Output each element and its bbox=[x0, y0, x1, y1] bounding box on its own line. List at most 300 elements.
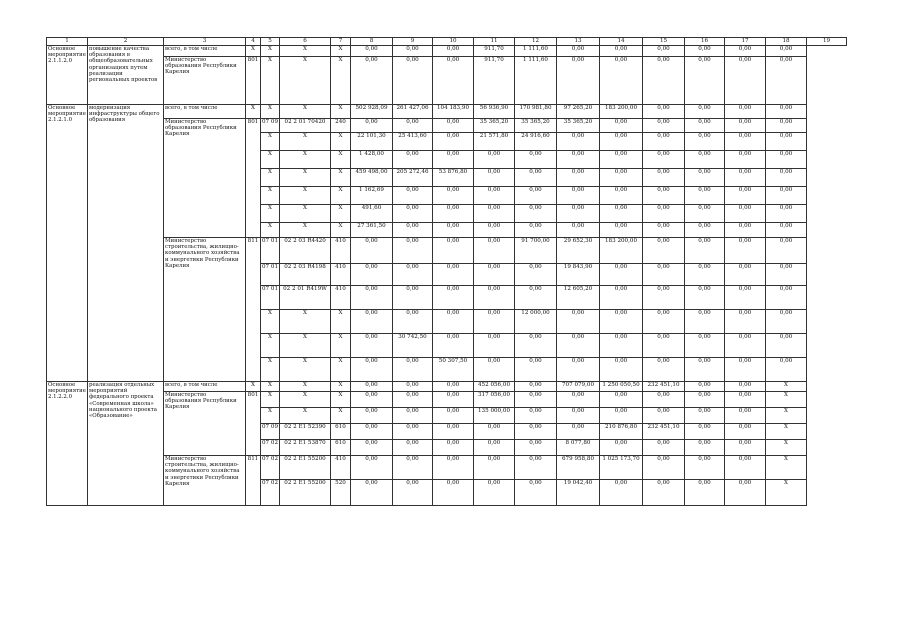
table-cell: 232 451,10 bbox=[643, 424, 685, 440]
table-cell: X bbox=[766, 408, 807, 424]
table-cell: X bbox=[331, 46, 351, 57]
table-cell: X bbox=[766, 392, 807, 408]
table-cell: X bbox=[331, 392, 351, 408]
table-cell: 0,00 bbox=[433, 440, 474, 456]
table-cell: 0,00 bbox=[393, 264, 433, 286]
table-cell: 0,00 bbox=[474, 223, 515, 238]
table-cell: 0,00 bbox=[685, 187, 725, 205]
table-cell: 0,00 bbox=[393, 310, 433, 334]
column-number: 10 bbox=[433, 38, 474, 46]
table-cell: X bbox=[261, 392, 280, 408]
table-cell: 0,00 bbox=[515, 187, 557, 205]
table-cell: 0,00 bbox=[725, 310, 766, 334]
table-cell: 0,00 bbox=[433, 57, 474, 105]
table-cell: 0,00 bbox=[351, 57, 393, 105]
table-cell: 0,00 bbox=[474, 264, 515, 286]
table-cell: 35 365,20 bbox=[474, 119, 515, 133]
table-cell: 0,00 bbox=[643, 334, 685, 358]
table-cell: 0,00 bbox=[725, 187, 766, 205]
table-row bbox=[47, 46, 847, 57]
table-cell: 0,00 bbox=[685, 408, 725, 424]
table-cell: 0,00 bbox=[643, 151, 685, 169]
table-cell: X bbox=[280, 358, 331, 382]
table-cell: 1 162,69 bbox=[351, 187, 393, 205]
table-cell: 0,00 bbox=[643, 480, 685, 506]
table-cell: 170 981,80 bbox=[515, 105, 557, 119]
table-cell: 19 843,90 bbox=[557, 264, 600, 286]
table-cell: X bbox=[331, 133, 351, 151]
table-cell: 91 700,00 bbox=[515, 238, 557, 264]
table-cell: 0,00 bbox=[766, 187, 807, 205]
table-cell: 0,00 bbox=[433, 424, 474, 440]
table-cell: X bbox=[261, 334, 280, 358]
table-cell: 317 056,00 bbox=[474, 392, 515, 408]
table-cell: 50 307,50 bbox=[433, 358, 474, 382]
table-cell: 0,00 bbox=[643, 46, 685, 57]
table-cell: 0,00 bbox=[515, 456, 557, 480]
table-cell: X bbox=[280, 205, 331, 223]
table-cell: 811 bbox=[246, 456, 261, 506]
table-cell: X bbox=[331, 205, 351, 223]
table-cell: 0,00 bbox=[515, 358, 557, 382]
table-cell: 0,00 bbox=[685, 310, 725, 334]
table-cell: 801 bbox=[246, 392, 261, 456]
table-cell: всего, в том числе bbox=[164, 382, 246, 392]
table-cell: 0,00 bbox=[433, 187, 474, 205]
table-cell: 0,00 bbox=[725, 119, 766, 133]
table-cell: 0,00 bbox=[725, 334, 766, 358]
column-number: 12 bbox=[515, 38, 557, 46]
column-number: 3 bbox=[164, 38, 246, 46]
table-cell: 0,00 bbox=[725, 264, 766, 286]
table-cell: 24 916,60 bbox=[515, 133, 557, 151]
table-cell: 02 2 E1 55200 bbox=[280, 456, 331, 480]
column-number: 8 bbox=[351, 38, 393, 46]
table-cell: X bbox=[280, 223, 331, 238]
table-cell: 0,00 bbox=[351, 119, 393, 133]
table-cell: 0,00 bbox=[643, 310, 685, 334]
column-number: 4 bbox=[246, 38, 261, 46]
table-cell: 0,00 bbox=[643, 57, 685, 105]
table-cell: 0,00 bbox=[557, 205, 600, 223]
table-cell: 0,00 bbox=[433, 264, 474, 286]
table-cell: 0,00 bbox=[685, 133, 725, 151]
table-cell: 0,00 bbox=[557, 408, 600, 424]
executor-name: Министерство строительства, жилищно-коммунального хозяйства и энергетики Республики Карелия bbox=[164, 238, 246, 382]
table-cell: X bbox=[331, 223, 351, 238]
table-cell: 0,00 bbox=[351, 440, 393, 456]
table-cell: 0,00 bbox=[766, 334, 807, 358]
table-cell: 0,00 bbox=[351, 480, 393, 506]
table-cell: 205 272,46 bbox=[393, 169, 433, 187]
table-row bbox=[47, 382, 847, 392]
table-cell: 97 265,20 bbox=[557, 105, 600, 119]
table-cell: X bbox=[766, 456, 807, 480]
table-cell: 0,00 bbox=[474, 480, 515, 506]
table-cell: X bbox=[280, 133, 331, 151]
table-cell: 0,00 bbox=[725, 46, 766, 57]
table-cell: 0,00 bbox=[643, 133, 685, 151]
table-cell: X bbox=[261, 46, 280, 57]
activity-goal: модернизация инфраструктуры общего образования bbox=[88, 105, 164, 382]
table-cell: 0,00 bbox=[433, 205, 474, 223]
table-cell: 0,00 bbox=[643, 105, 685, 119]
table-cell: 25 413,60 bbox=[393, 133, 433, 151]
table-cell: 02 2 E1 55200 bbox=[280, 480, 331, 506]
table-cell: 0,00 bbox=[725, 382, 766, 392]
column-number: 7 bbox=[331, 38, 351, 46]
table-cell: 0,00 bbox=[600, 57, 643, 105]
table-cell: 0,00 bbox=[474, 334, 515, 358]
table-cell: 07 01 bbox=[261, 286, 280, 310]
table-cell: X bbox=[280, 187, 331, 205]
table-cell: 502 928,09 bbox=[351, 105, 393, 119]
table-cell: 0,00 bbox=[766, 151, 807, 169]
table-cell: X bbox=[280, 169, 331, 187]
table-cell: 0,00 bbox=[393, 119, 433, 133]
table-cell: 410 bbox=[331, 264, 351, 286]
table-cell: 135 000,00 bbox=[474, 408, 515, 424]
table-cell: X bbox=[280, 408, 331, 424]
table-cell: 0,00 bbox=[766, 238, 807, 264]
table-cell: 0,00 bbox=[433, 223, 474, 238]
table-cell: 0,00 bbox=[643, 223, 685, 238]
table-cell: 183 200,00 bbox=[600, 105, 643, 119]
table-cell: 0,00 bbox=[474, 424, 515, 440]
table-cell: 02 2 E1 52390 bbox=[280, 424, 331, 440]
table-cell: 12 605,20 bbox=[557, 286, 600, 310]
table-cell: 12 000,00 bbox=[515, 310, 557, 334]
table-cell: 0,00 bbox=[557, 187, 600, 205]
table-cell: X bbox=[261, 105, 280, 119]
table-cell: 0,00 bbox=[515, 480, 557, 506]
table-cell: 0,00 bbox=[393, 151, 433, 169]
table-cell: 0,00 bbox=[351, 286, 393, 310]
table-cell: X bbox=[331, 310, 351, 334]
table-cell: 0,00 bbox=[600, 358, 643, 382]
table-cell: X bbox=[280, 105, 331, 119]
table-cell: 0,00 bbox=[393, 480, 433, 506]
column-number: 17 bbox=[725, 38, 766, 46]
table-cell: 410 bbox=[331, 456, 351, 480]
table-row bbox=[47, 38, 847, 46]
table-cell: X bbox=[766, 382, 807, 392]
table-cell: X bbox=[261, 57, 280, 105]
table-cell: 07 02 bbox=[261, 456, 280, 480]
table-cell: X bbox=[261, 169, 280, 187]
table-cell: 452 056,00 bbox=[474, 382, 515, 392]
table-cell: X bbox=[261, 310, 280, 334]
table-cell: X bbox=[261, 382, 280, 392]
table-cell: 0,00 bbox=[766, 119, 807, 133]
table-cell: 0,00 bbox=[725, 358, 766, 382]
table-cell: 0,00 bbox=[351, 392, 393, 408]
table-cell: X bbox=[331, 187, 351, 205]
table-cell: 0,00 bbox=[643, 238, 685, 264]
table-cell: X bbox=[766, 424, 807, 440]
table-cell: 0,00 bbox=[515, 223, 557, 238]
table-cell: 0,00 bbox=[474, 310, 515, 334]
table-cell: X bbox=[331, 382, 351, 392]
table-cell: всего, в том числе bbox=[164, 46, 246, 57]
column-number: 9 bbox=[393, 38, 433, 46]
table-cell: 0,00 bbox=[685, 358, 725, 382]
table-cell: 0,00 bbox=[351, 238, 393, 264]
table-cell: 0,00 bbox=[557, 310, 600, 334]
table-cell: 0,00 bbox=[351, 310, 393, 334]
table-cell: 0,00 bbox=[643, 408, 685, 424]
table-cell: 0,00 bbox=[433, 133, 474, 151]
table-cell: 210 876,80 bbox=[600, 424, 643, 440]
table-cell: X bbox=[280, 46, 331, 57]
table-cell: 0,00 bbox=[393, 187, 433, 205]
table-row bbox=[47, 119, 847, 133]
table-cell: 07 01 bbox=[261, 238, 280, 264]
table-cell: 0,00 bbox=[643, 119, 685, 133]
table-cell: 0,00 bbox=[474, 286, 515, 310]
table-cell: 0,00 bbox=[685, 105, 725, 119]
table-cell: 0,00 bbox=[766, 286, 807, 310]
table-cell: 240 bbox=[331, 119, 351, 133]
table-cell: 30 742,50 bbox=[393, 334, 433, 358]
table-cell: 801 bbox=[246, 119, 261, 238]
table-cell: 0,00 bbox=[474, 238, 515, 264]
table-cell: X bbox=[331, 408, 351, 424]
table-cell: 0,00 bbox=[515, 169, 557, 187]
table-cell: 0,00 bbox=[557, 133, 600, 151]
table-cell: 0,00 bbox=[393, 440, 433, 456]
table-cell: 0,00 bbox=[600, 480, 643, 506]
executor-name: Министерство образования Республики Карелия bbox=[164, 119, 246, 238]
table-cell: 0,00 bbox=[393, 382, 433, 392]
executor-name: Министерство образования Республики Карелия bbox=[164, 57, 246, 105]
table-cell: 0,00 bbox=[557, 424, 600, 440]
table-cell: 07 09 bbox=[261, 119, 280, 133]
table-cell: 0,00 bbox=[393, 392, 433, 408]
table-cell: 0,00 bbox=[685, 480, 725, 506]
table-cell: 0,00 bbox=[557, 151, 600, 169]
table-cell: 0,00 bbox=[557, 358, 600, 382]
table-cell: 0,00 bbox=[600, 119, 643, 133]
table-cell: 1 250 050,50 bbox=[600, 382, 643, 392]
table-cell: 0,00 bbox=[685, 440, 725, 456]
table-row bbox=[47, 238, 847, 264]
table-row bbox=[47, 392, 847, 408]
table-cell: X bbox=[261, 358, 280, 382]
table-cell: 0,00 bbox=[685, 382, 725, 392]
table-cell: 0,00 bbox=[766, 223, 807, 238]
table-cell: X bbox=[261, 408, 280, 424]
table-cell: 0,00 bbox=[351, 456, 393, 480]
table-cell: 261 427,06 bbox=[393, 105, 433, 119]
column-number: 18 bbox=[766, 38, 807, 46]
table-cell: 0,00 bbox=[515, 151, 557, 169]
activity-label: Основное мероприятие 2.1.2.1.0 bbox=[47, 105, 88, 382]
table-cell: 0,00 bbox=[685, 424, 725, 440]
table-cell: 0,00 bbox=[433, 151, 474, 169]
table-cell: 0,00 bbox=[557, 169, 600, 187]
table-cell: 610 bbox=[331, 440, 351, 456]
table-cell: 183 200,00 bbox=[600, 238, 643, 264]
table-cell: 520 bbox=[331, 480, 351, 506]
table-cell: 0,00 bbox=[685, 205, 725, 223]
table-cell: 0,00 bbox=[515, 408, 557, 424]
executor-name: Министерство образования Республики Карелия bbox=[164, 392, 246, 456]
table-cell: 610 bbox=[331, 424, 351, 440]
table-cell: 0,00 bbox=[725, 480, 766, 506]
table-cell: 0,00 bbox=[725, 151, 766, 169]
table-cell: 02 2 E1 53870 bbox=[280, 440, 331, 456]
table-cell: 0,00 bbox=[557, 46, 600, 57]
table-cell: 0,00 bbox=[600, 392, 643, 408]
table-cell: 0,00 bbox=[433, 456, 474, 480]
table-cell: 0,00 bbox=[725, 57, 766, 105]
table-cell: 0,00 bbox=[351, 358, 393, 382]
table-cell: 0,00 bbox=[766, 264, 807, 286]
table-cell: 0,00 bbox=[515, 286, 557, 310]
table-cell: 0,00 bbox=[515, 334, 557, 358]
table-cell: 0,00 bbox=[643, 205, 685, 223]
column-number: 5 bbox=[261, 38, 280, 46]
table-cell: 0,00 bbox=[351, 424, 393, 440]
table-cell: 0,00 bbox=[600, 440, 643, 456]
table-cell: 232 451,10 bbox=[643, 382, 685, 392]
table-cell: 0,00 bbox=[393, 424, 433, 440]
table-cell: 0,00 bbox=[643, 286, 685, 310]
table-cell: 801 bbox=[246, 57, 261, 105]
table-cell: X bbox=[331, 151, 351, 169]
table-cell: 8 077,80 bbox=[557, 440, 600, 456]
table-cell: 0,00 bbox=[393, 46, 433, 57]
column-number: 11 bbox=[474, 38, 515, 46]
table-cell: 27 361,50 bbox=[351, 223, 393, 238]
table-cell: 0,00 bbox=[351, 408, 393, 424]
table-cell: 1 428,00 bbox=[351, 151, 393, 169]
table-cell: 53 876,80 bbox=[433, 169, 474, 187]
table-cell: 0,00 bbox=[433, 238, 474, 264]
table-cell: 0,00 bbox=[433, 480, 474, 506]
table-cell: 0,00 bbox=[433, 408, 474, 424]
table-cell: 0,00 bbox=[393, 238, 433, 264]
table-cell: 0,00 bbox=[725, 456, 766, 480]
table-cell: 0,00 bbox=[766, 57, 807, 105]
table-cell: 679 958,80 bbox=[557, 456, 600, 480]
table-cell: 07 02 bbox=[261, 440, 280, 456]
column-number: 15 bbox=[643, 38, 685, 46]
table-cell: 02 2 03 R4420 bbox=[280, 238, 331, 264]
table-cell: 56 936,90 bbox=[474, 105, 515, 119]
table-cell: 0,00 bbox=[515, 424, 557, 440]
table-cell: 0,00 bbox=[393, 223, 433, 238]
table-cell: 0,00 bbox=[766, 310, 807, 334]
table-cell: 0,00 bbox=[393, 456, 433, 480]
table-cell: 35 365,20 bbox=[515, 119, 557, 133]
table-row bbox=[47, 105, 847, 119]
table-cell: 0,00 bbox=[766, 358, 807, 382]
table-cell: 0,00 bbox=[766, 133, 807, 151]
table-cell: 0,00 bbox=[685, 119, 725, 133]
table-cell: 22 101,30 bbox=[351, 133, 393, 151]
table-cell: 707 079,00 bbox=[557, 382, 600, 392]
table-cell: X bbox=[766, 480, 807, 506]
table-cell: X bbox=[246, 46, 261, 57]
table-cell: 0,00 bbox=[474, 169, 515, 187]
activity-label: Основное мероприятие 2.1.1.2.0 bbox=[47, 46, 88, 105]
table-cell: X bbox=[280, 334, 331, 358]
table-cell: 0,00 bbox=[433, 46, 474, 57]
table-cell: 02 2 01 R419W bbox=[280, 286, 331, 310]
table-cell: 0,00 bbox=[600, 310, 643, 334]
table-cell: 0,00 bbox=[557, 334, 600, 358]
table-cell: 0,00 bbox=[600, 223, 643, 238]
budget-table bbox=[46, 37, 847, 506]
table-cell: 0,00 bbox=[557, 57, 600, 105]
table-cell: 0,00 bbox=[685, 456, 725, 480]
table-cell: 0,00 bbox=[600, 264, 643, 286]
table-cell: 1 025 173,70 bbox=[600, 456, 643, 480]
table-cell: 0,00 bbox=[393, 358, 433, 382]
table-cell: 0,00 bbox=[393, 286, 433, 310]
table-cell: всего, в том числе bbox=[164, 105, 246, 119]
table-cell: 0,00 bbox=[515, 205, 557, 223]
table-cell: X bbox=[261, 151, 280, 169]
table-cell: 0,00 bbox=[600, 408, 643, 424]
table-cell: 0,00 bbox=[725, 105, 766, 119]
table-cell: 0,00 bbox=[643, 187, 685, 205]
table-cell: 0,00 bbox=[351, 334, 393, 358]
table-cell: 0,00 bbox=[685, 334, 725, 358]
table-cell: 911,70 bbox=[474, 46, 515, 57]
table-cell: X bbox=[331, 334, 351, 358]
table-cell: X bbox=[280, 382, 331, 392]
table-cell: 0,00 bbox=[643, 392, 685, 408]
table-cell: 0,00 bbox=[643, 456, 685, 480]
table-cell: 0,00 bbox=[685, 169, 725, 187]
table-row bbox=[47, 57, 847, 105]
table-cell: X bbox=[280, 310, 331, 334]
table-cell: 29 652,30 bbox=[557, 238, 600, 264]
table-cell: 0,00 bbox=[725, 169, 766, 187]
table-cell: 0,00 bbox=[557, 392, 600, 408]
table-cell: 07 01 bbox=[261, 264, 280, 286]
table-cell: 0,00 bbox=[474, 456, 515, 480]
column-number: 1 bbox=[47, 38, 88, 46]
table-cell: 0,00 bbox=[725, 238, 766, 264]
table-cell: 0,00 bbox=[351, 46, 393, 57]
table-cell: 0,00 bbox=[474, 187, 515, 205]
activity-label: Основное мероприятие 2.1.2.2.0 bbox=[47, 382, 88, 506]
table-cell: 0,00 bbox=[725, 424, 766, 440]
table-cell: 02 2 03 R4198 bbox=[280, 264, 331, 286]
table-cell: 0,00 bbox=[474, 440, 515, 456]
table-cell: 0,00 bbox=[515, 440, 557, 456]
table-cell: 0,00 bbox=[600, 334, 643, 358]
table-cell: 0,00 bbox=[515, 382, 557, 392]
table-cell: 491,60 bbox=[351, 205, 393, 223]
activity-goal: повышение качества образования в общеобразовательных организациях путем реализации региональных проектов bbox=[88, 46, 164, 105]
table-cell: 02 2 01 70420 bbox=[280, 119, 331, 133]
table-cell: 0,00 bbox=[685, 223, 725, 238]
table-cell: 0,00 bbox=[433, 119, 474, 133]
table-cell: 911,70 bbox=[474, 57, 515, 105]
table-cell: 35 365,20 bbox=[557, 119, 600, 133]
table-cell: X bbox=[331, 105, 351, 119]
table-cell: X bbox=[261, 133, 280, 151]
table-cell: 0,00 bbox=[685, 151, 725, 169]
table-cell: 0,00 bbox=[433, 334, 474, 358]
table-cell: 0,00 bbox=[351, 264, 393, 286]
table-cell: 0,00 bbox=[725, 408, 766, 424]
